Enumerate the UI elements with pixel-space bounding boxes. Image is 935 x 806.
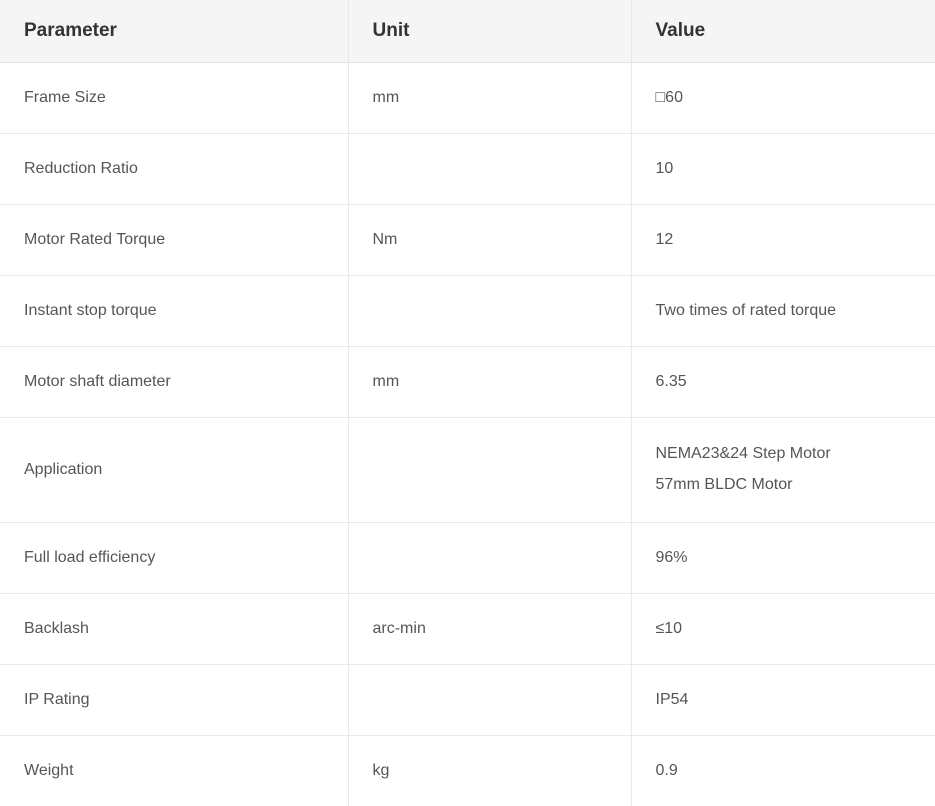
cell-parameter: Motor Rated Torque — [0, 205, 348, 276]
table-row — [0, 63, 935, 134]
cell-unit: mm — [348, 63, 631, 134]
cell-value: 96% — [631, 523, 935, 594]
cell-unit — [348, 418, 631, 523]
cell-value — [631, 418, 935, 523]
cell-parameter: Motor shaft diameter — [0, 347, 348, 418]
table-row — [0, 205, 935, 276]
cell-value: ≤10 — [631, 594, 935, 665]
cell-value: □60 — [631, 63, 935, 134]
cell-value: IP54 — [631, 665, 935, 736]
table-row — [0, 276, 935, 347]
cell-value: 10 — [631, 134, 935, 205]
cell-unit: kg — [348, 736, 631, 806]
column-header-unit: Unit — [348, 0, 631, 63]
table-header-row — [0, 0, 935, 63]
column-header-value: Value — [631, 0, 935, 63]
table-row — [0, 594, 935, 665]
table-row — [0, 347, 935, 418]
cell-value: 12 — [631, 205, 935, 276]
table-row — [0, 523, 935, 594]
table-row — [0, 134, 935, 205]
cell-parameter: IP Rating — [0, 665, 348, 736]
cell-parameter: Full load efficiency — [0, 523, 348, 594]
table-row — [0, 418, 935, 523]
cell-unit: arc-min — [348, 594, 631, 665]
cell-value-line-1: NEMA23&24 Step Motor — [656, 442, 935, 467]
table-row — [0, 665, 935, 736]
cell-unit: Nm — [348, 205, 631, 276]
cell-unit — [348, 665, 631, 736]
column-header-parameter: Parameter — [0, 0, 348, 63]
cell-unit: mm — [348, 347, 631, 418]
cell-unit — [348, 523, 631, 594]
cell-value-line-2: 57mm BLDC Motor — [656, 473, 935, 498]
cell-parameter: Weight — [0, 736, 348, 806]
cell-unit — [348, 134, 631, 205]
cell-value: Two times of rated torque — [631, 276, 935, 347]
cell-value: 0.9 — [631, 736, 935, 806]
cell-parameter: Instant stop torque — [0, 276, 348, 347]
cell-parameter: Reduction Ratio — [0, 134, 348, 205]
cell-parameter: Backlash — [0, 594, 348, 665]
table-body — [0, 63, 935, 806]
table-row — [0, 736, 935, 806]
cell-parameter: Application — [0, 418, 348, 523]
cell-value: 6.35 — [631, 347, 935, 418]
cell-unit — [348, 276, 631, 347]
cell-parameter: Frame Size — [0, 63, 348, 134]
table-header — [0, 0, 935, 63]
